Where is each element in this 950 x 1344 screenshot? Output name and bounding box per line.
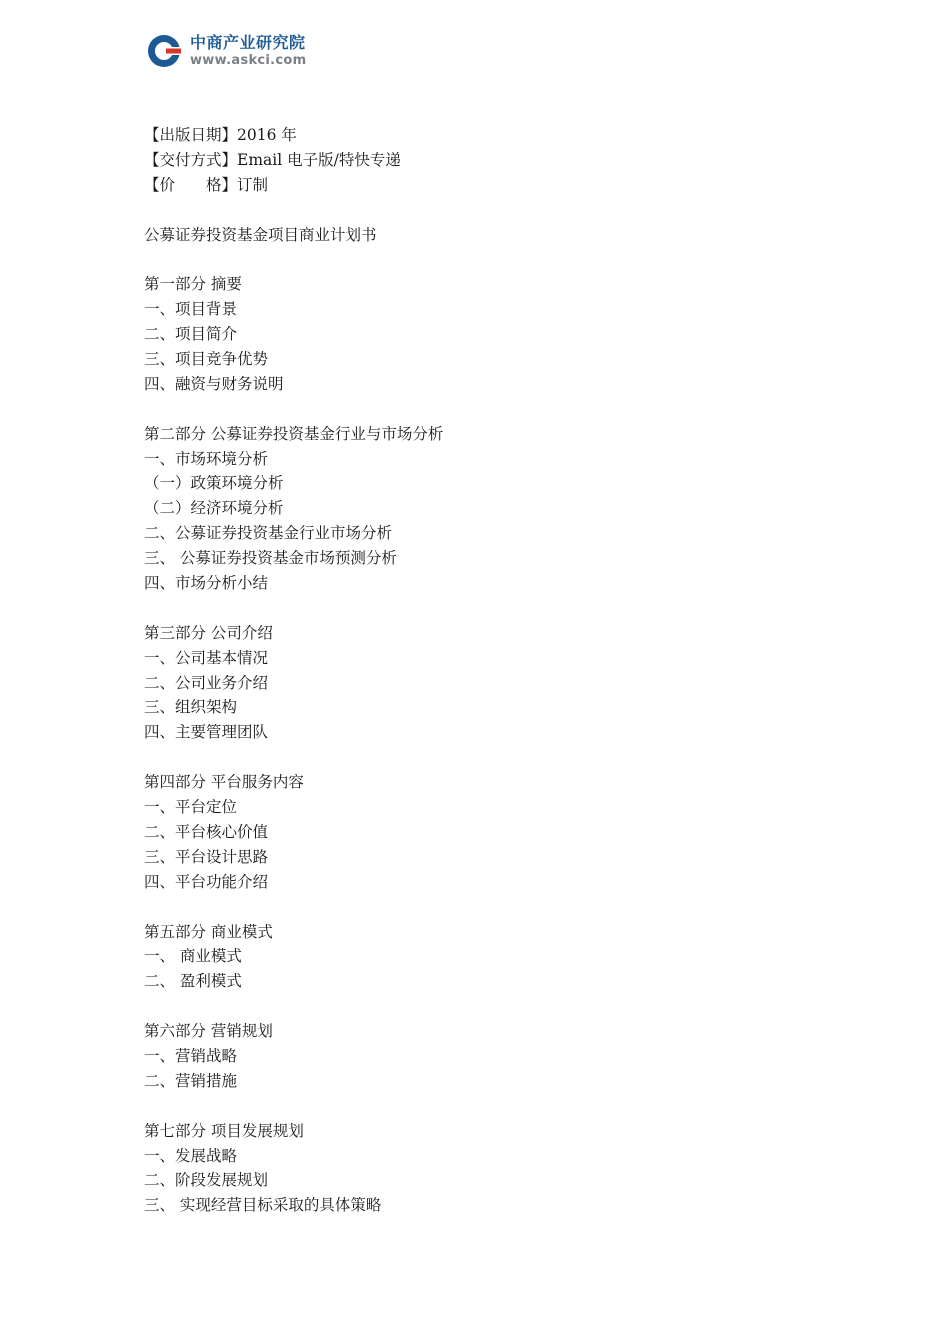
meta-row-publish-date <box>144 123 844 148</box>
section-heading: 第七部分 项目发展规划 <box>144 1121 304 1140</box>
table-of-contents <box>144 272 844 1218</box>
spacer <box>144 247 844 272</box>
toc-item: 四、主要管理团队 <box>144 723 269 742</box>
meta-value: 订制 <box>237 175 269 194</box>
logo-url: www.askci.com <box>190 53 307 68</box>
meta-row-price <box>144 173 844 198</box>
meta-value: Email 电子版/特快专递 <box>237 150 401 169</box>
toc-item: 三、 实现经营目标采取的具体策略 <box>144 1196 382 1215</box>
spacer <box>144 397 844 422</box>
document-title: 公募证券投资基金项目商业计划书 <box>144 225 377 244</box>
toc-item: 二、平台核心价值 <box>144 822 269 841</box>
meta-label: 【交付方式】 <box>144 150 238 169</box>
toc-item: 二、营销措施 <box>144 1071 238 1090</box>
toc-item: 一、营销战略 <box>144 1046 238 1065</box>
toc-item: 二、阶段发展规划 <box>144 1171 269 1190</box>
toc-item: 二、公司业务介绍 <box>144 673 269 692</box>
toc-item: 三、组织架构 <box>144 698 238 717</box>
section-heading: 第一部分 摘要 <box>144 275 242 294</box>
meta-value: 2016 年 <box>237 126 297 144</box>
toc-item: 一、平台定位 <box>144 798 238 817</box>
spacer <box>144 596 844 621</box>
toc-item: 四、市场分析小结 <box>144 574 269 593</box>
meta-label: 【价 格】 <box>144 175 238 194</box>
toc-item: 一、项目背景 <box>144 300 238 319</box>
meta-row-delivery <box>144 148 844 173</box>
spacer <box>144 1094 844 1119</box>
toc-item: 三、 公募证券投资基金市场预测分析 <box>144 549 397 568</box>
section-heading: 第六部分 营销规划 <box>144 1022 273 1041</box>
toc-item: 二、公募证券投资基金行业市场分析 <box>144 524 393 543</box>
spacer <box>144 895 844 920</box>
toc-item: 三、项目竞争优势 <box>144 350 269 369</box>
toc-item: 一、公司基本情况 <box>144 648 269 667</box>
section-heading: 第三部分 公司介绍 <box>144 623 273 642</box>
section-heading: 第四部分 平台服务内容 <box>144 773 304 792</box>
section-heading: 第二部分 公募证券投资基金行业与市场分析 <box>144 424 444 443</box>
document-body <box>144 123 844 1218</box>
logo-company-name: 中商产业研究院 <box>190 33 306 52</box>
spacer <box>144 198 844 223</box>
meta-label: 【出版日期】 <box>144 126 238 144</box>
toc-item: 四、平台功能介绍 <box>144 872 269 891</box>
spacer <box>144 745 844 770</box>
logo-text <box>190 35 306 67</box>
toc-item: 一、 商业模式 <box>144 947 242 966</box>
spacer <box>144 994 844 1019</box>
toc-item: 一、市场环境分析 <box>144 449 269 468</box>
logo-mark-icon <box>146 33 182 69</box>
toc-item: （一）政策环境分析 <box>144 474 284 493</box>
toc-item: 一、发展战略 <box>144 1146 238 1165</box>
toc-item: 二、 盈利模式 <box>144 972 242 991</box>
section-heading: 第五部分 商业模式 <box>144 922 273 941</box>
toc-item: 四、融资与财务说明 <box>144 374 284 393</box>
company-logo <box>146 33 306 69</box>
toc-item: （二）经济环境分析 <box>144 499 284 518</box>
toc-item: 二、项目简介 <box>144 325 238 344</box>
toc-item: 三、平台设计思路 <box>144 847 269 866</box>
